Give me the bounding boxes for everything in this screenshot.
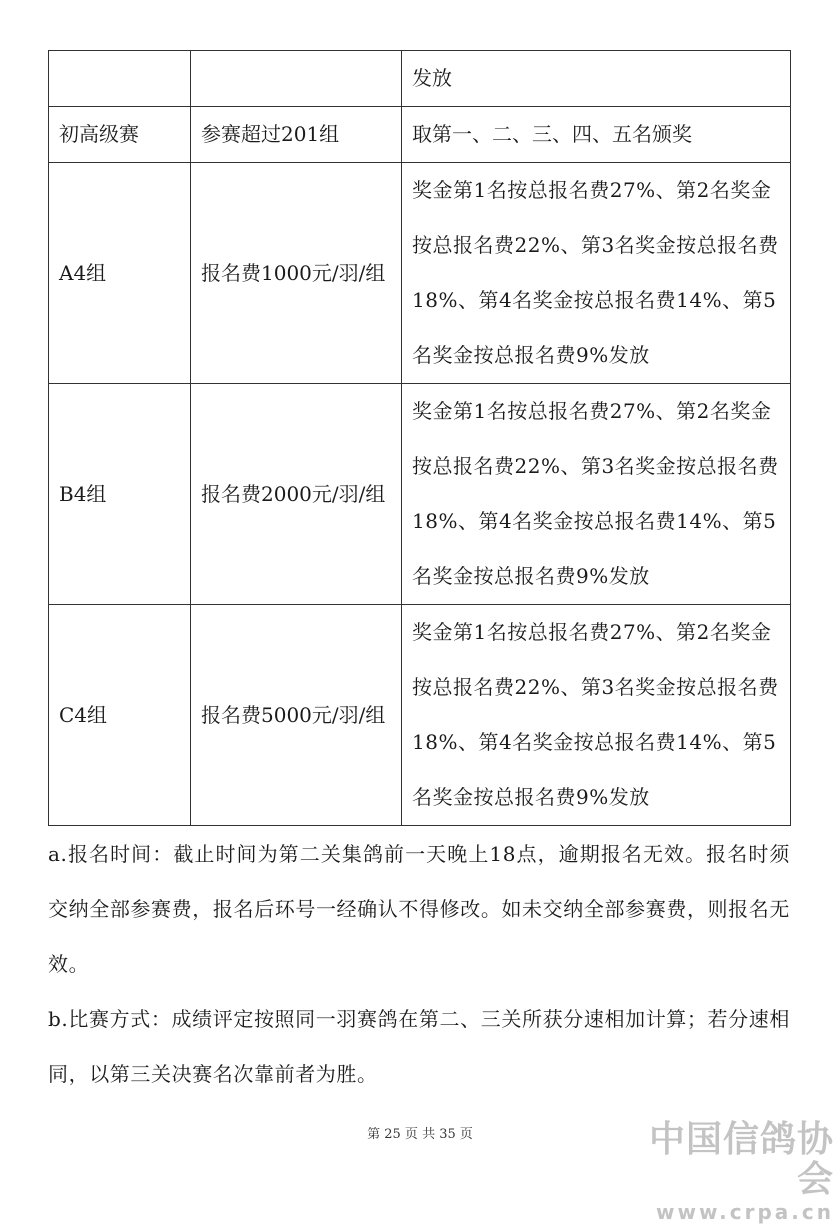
table-cell-fee: 报名费1000元/羽/组 xyxy=(191,163,402,384)
page-number: 第 25 页 共 35 页 xyxy=(367,1127,473,1142)
paragraph-registration-time: a.报名时间：截止时间为第二关集鸽前一天晚上18点，逾期报名无效。报名时须交纳全部参赛费，报名后环号一经确认不得修改。如未交纳全部参赛费，则报名无效。 xyxy=(48,842,790,976)
table-cell-fee: 参赛超过201组 xyxy=(191,107,402,163)
table-cell-prize: 发放 xyxy=(402,51,791,107)
table-row xyxy=(49,384,791,605)
table-row xyxy=(49,605,791,826)
table-cell-prize: 取第一、二、三、四、五名颁奖 xyxy=(402,107,791,163)
table-cell-group: 初高级赛 xyxy=(49,107,191,163)
table-cell-prize: 奖金第1名按总报名费27%、第2名奖金按总报名费22%、第3名奖金按总报名费18%、第4名奖金按总报名费14%、第5名奖金按总报名费9%发放 xyxy=(402,384,791,605)
watermark-name: 中国信鸽协会 xyxy=(648,1119,834,1200)
table-cell-prize: 奖金第1名按总报名费27%、第2名奖金按总报名费22%、第3名奖金按总报名费18%、第4名奖金按总报名费14%、第5名奖金按总报名费9%发放 xyxy=(402,605,791,826)
table-cell-group: B4组 xyxy=(49,384,191,605)
table-row xyxy=(49,107,791,163)
table-row xyxy=(49,51,791,107)
prize-table xyxy=(48,50,791,826)
table-cell-fee xyxy=(191,51,402,107)
table-cell-prize: 奖金第1名按总报名费27%、第2名奖金按总报名费22%、第3名奖金按总报名费18%、第4名奖金按总报名费14%、第5名奖金按总报名费9%发放 xyxy=(402,163,791,384)
table-cell-fee: 报名费5000元/羽/组 xyxy=(191,605,402,826)
watermark-url: www.crpa.cn xyxy=(656,1200,834,1224)
table-row xyxy=(49,163,791,384)
table-cell-group: C4组 xyxy=(49,605,191,826)
table-cell-fee: 报名费2000元/羽/组 xyxy=(191,384,402,605)
table-cell-group xyxy=(49,51,191,107)
watermark-logo xyxy=(614,1120,834,1224)
table-cell-group: A4组 xyxy=(49,163,191,384)
paragraph-competition-method: b.比赛方式：成绩评定按照同一羽赛鸽在第二、三关所获分速相加计算；若分速相同，以第三关决赛名次靠前者为胜。 xyxy=(48,1007,790,1086)
